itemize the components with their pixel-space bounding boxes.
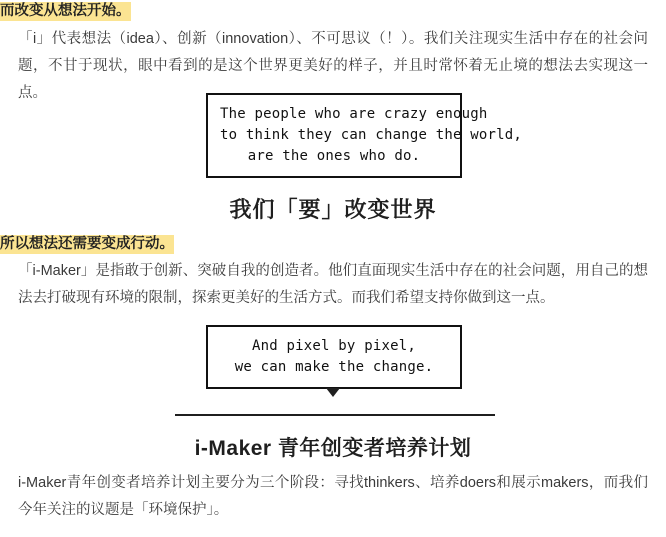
arrow-down-icon [326, 388, 340, 397]
quote-2-lines [220, 336, 448, 378]
quote-box-crazy-enough [206, 93, 523, 178]
paragraph-program-stages: i-Maker青年创变者培养计划主要分为三个阶段：寻找thinkers、培养doers和展示makers，而我们今年关注的议题是「环境保护」。 [18, 475, 648, 518]
section-heading-imaker-program: i-Maker 青年创变者培养计划 [194, 437, 472, 460]
quote-2-line-1: And pixel by pixel, [252, 338, 416, 354]
quote-1-line-1: The people who are crazy enough [220, 106, 488, 122]
divider [175, 414, 495, 416]
heading-mid-text: 所以想法还需要变成行动。 [0, 236, 174, 252]
quote-1-lines [220, 104, 523, 167]
quote-2-line-2: we can make the change. [234, 359, 434, 375]
quote-1-line-3: are the ones who do. [247, 148, 421, 164]
paragraph-imaker: 「i-Maker」是指敢于创新、突破自我的创造者。他们直面现实生活中存在的社会问题，用自己的想法去打破现有环境的限制，探索更美好的生活方式。而我们希望支持你做到这一点。 [18, 263, 648, 306]
quote-box-pixel-by-pixel [206, 325, 462, 389]
quote-1-line-2: to think they can change the world, [220, 127, 523, 143]
heading-top [0, 2, 131, 20]
heading-top-text: 而改变从想法开始。 [0, 3, 131, 19]
section-heading-change-the-world: 我们「要」改变世界 [229, 197, 437, 222]
heading-mid [0, 235, 174, 253]
paragraph-intro: 「i」代表想法（idea）、创新（innovation）、不可思议（！）。我们关注现实生活中存在的社会问题，不甘于现状，眼中看到的是这个世界更美好的样子，并且时常怀着无止境的想法去实现这一点。 [18, 31, 648, 101]
